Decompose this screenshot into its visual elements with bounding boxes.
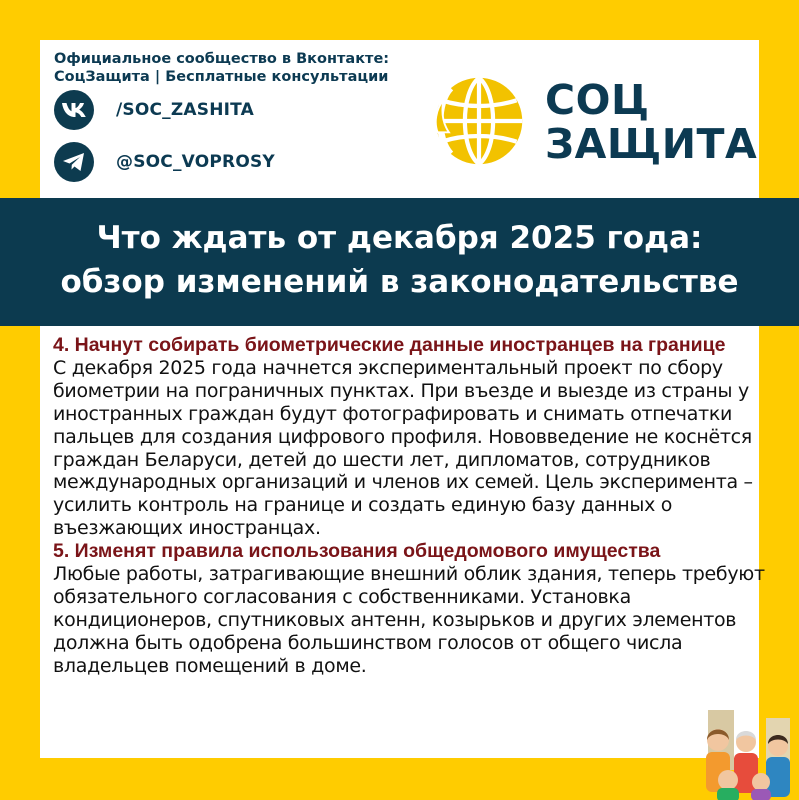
community-line-1: Официальное сообщество в Вконтакте: [54,51,390,67]
section-5-heading: 5. Изменят правила использования общедомового имущества [53,540,661,563]
community-info [54,50,389,86]
globe-logo-icon [432,74,526,168]
people-illustration [688,700,799,800]
section-4 [53,334,765,540]
page-title-line-1: Что ждать от декабря 2025 года: [96,220,703,256]
logo-text [545,78,757,166]
vk-handle: /SOC_ZASHITA [116,100,254,120]
telegram-handle: @SOC_VOPROSY [116,152,275,172]
page-title [0,216,799,304]
section-4-heading: 4. Начнут собирать биометрические данные иностранцев на границе [53,334,726,356]
content-card [40,326,765,758]
section-5 [53,540,765,677]
article-content [53,334,765,678]
section-4-body: С декабря 2025 года начнется экспериментальный проект по сбору биометрии на пограничных пунктах. При въезде и выезде из страны у иностранных граждан будут фотографировать и снимать отпечатки пальцев для создания цифрового профиля. Нововведение не коснётся граждан Беларуси, детей до шести лет, дипломатов, сотрудников международных организаций и членов их семей. Цель эксперимента – усилить контроль на границе и создать единую базу данных о въезжающих иностранцах. [53,356,753,540]
logo-line-2: ЗАЩИТА [545,120,758,168]
telegram-icon [54,142,94,182]
vk-link[interactable] [54,90,254,130]
section-5-body: Любые работы, затрагивающие внешний облик здания, теперь требуют обязательного согласования с собственниками. Установка кондиционеров, спутниковых антенн, козырьков и других элементов должна быть одобрена большинством голосов от общего числа владельцев помещений в доме. [53,563,765,677]
logo-line-1: СОЦ [545,76,650,124]
page-title-line-2: обзор изменений в законодательстве [60,264,739,300]
title-band [0,198,799,326]
header-card [40,40,759,198]
vk-icon [54,90,94,130]
community-line-2: СоцЗащита | Бесплатные консультации [54,69,389,85]
telegram-link[interactable] [54,142,275,182]
